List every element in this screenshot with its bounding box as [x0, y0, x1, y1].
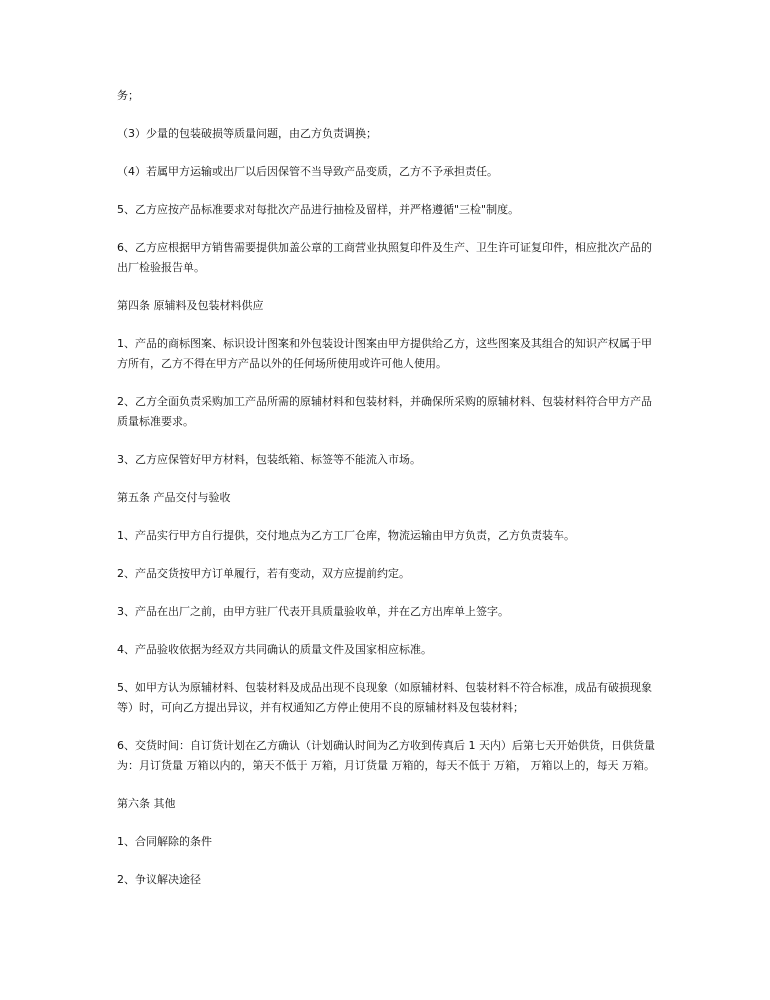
paragraph-article-5-clause-4: 4、产品验收依据为经双方共同确认的质量文件及国家相应标准。: [117, 643, 432, 656]
document-body: [117, 86, 657, 908]
paragraph-article-6-clause-1: 1、合同解除的条件: [117, 835, 212, 848]
paragraph-article-5-clause-5: 5、如甲方认为原辅材料、包装材料及成品出现不良现象（如原辅材料、包装材料不符合标准，成品有破损现象等）时，可向乙方提出异议，并有权通知乙方停止使用不良的原辅材料及包装材料；: [117, 681, 652, 714]
paragraph-article-6-clause-2: 2、争议解决途径: [117, 873, 201, 886]
paragraph-article-4-clause-1: 1、产品的商标图案、标识设计图案和外包装设计图案由甲方提供给乙方，这些图案及其组合的知识产权属于甲方所有，乙方不得在甲方产品以外的任何场所使用或许可他人使用。: [117, 337, 652, 370]
section-heading-article-5: 第五条 产品交付与验收: [117, 491, 231, 504]
paragraph-continuation: 务；: [117, 89, 139, 102]
paragraph-article-5-clause-3: 3、产品在出厂之前，由甲方驻厂代表开具质量验收单，并在乙方出库单上签字。: [117, 605, 509, 618]
section-heading-article-6: 第六条 其他: [117, 797, 176, 810]
paragraph-clause-5: 5、乙方应按产品标准要求对每批次产品进行抽检及留样，并严格遵循"三检"制度。: [117, 203, 520, 216]
paragraph-item-4: （4）若属甲方运输或出厂以后因保管不当导致产品变质，乙方不予承担责任。: [117, 165, 498, 178]
paragraph-clause-6: 6、乙方应根据甲方销售需要提供加盖公章的工商营业执照复印件及生产、卫生许可证复印件，相应批次产品的出厂检验报告单。: [117, 241, 652, 274]
section-heading-article-4: 第四条 原辅料及包装材料供应: [117, 299, 264, 312]
paragraph-article-5-clause-1: 1、产品实行甲方自行提供，交付地点为乙方工厂仓库，物流运输由甲方负责，乙方负责装车。: [117, 529, 575, 542]
paragraph-article-5-clause-6: 6、交货时间：自订货计划在乙方确认（计划确认时间为乙方收到传真后 1 天内）后第七天开始供货，日供货量为：月订货量 万箱以内的，第天不低于 万箱，月订货量 万箱的，每天不低于 万箱， 万箱以上的，每天 万箱。: [117, 739, 655, 772]
paragraph-item-3: （3）少量的包装破损等质量问题，由乙方负责调换；: [117, 127, 377, 140]
paragraph-article-4-clause-2: 2、乙方全面负责采购加工产品所需的原辅材料和包装材料，并确保所采购的原辅材料、包装材料符合甲方产品质量标准要求。: [117, 395, 652, 428]
paragraph-article-4-clause-3: 3、乙方应保管好甲方材料，包装纸箱、标签等不能流入市场。: [117, 453, 421, 466]
paragraph-article-5-clause-2: 2、产品交货按甲方订单履行，若有变动，双方应提前约定。: [117, 567, 410, 580]
